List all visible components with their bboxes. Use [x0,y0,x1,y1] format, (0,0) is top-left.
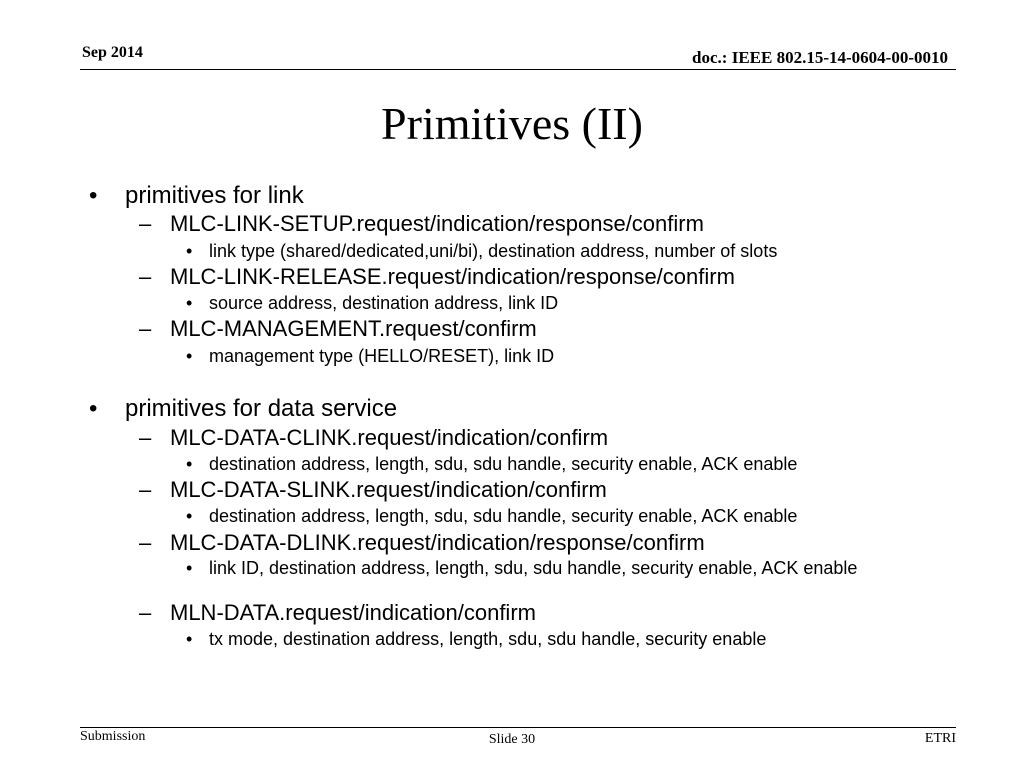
detail-text: management type (HELLO/RESET), link ID [209,346,555,366]
dash-icon: – [139,316,152,341]
detail-text: link ID, destination address, length, sdu, sdu handle, security enable, ACK enable [209,558,858,578]
sub-item-text: MLC-LINK-RELEASE.request/indication/response/confirm [170,264,735,289]
bullet-dot-icon: • [186,346,193,366]
detail-item [186,346,555,367]
sub-item [139,211,704,237]
bullet-dot-icon: • [186,293,193,313]
bullet-dot-icon: • [89,395,98,422]
dash-icon: – [139,600,152,625]
dash-icon: – [139,530,152,555]
sub-item-text: MLC-LINK-SETUP.request/indication/response/confirm [170,211,704,236]
bullet-primitives-for-data-service [89,395,398,423]
bullet-text: primitives for link [125,182,304,209]
header-date: Sep 2014 [82,44,143,61]
detail-text: destination address, length, sdu, sdu handle, security enable, ACK enable [209,506,798,526]
detail-item [186,293,559,314]
sub-item [139,425,609,451]
detail-item [186,558,969,578]
footer-rule [80,727,956,728]
sub-item [139,600,536,626]
detail-text: tx mode, destination address, length, sdu, sdu handle, security enable [209,629,767,649]
footer-organization: ETRI [924,731,956,746]
bullet-primitives-for-link [89,182,304,210]
sub-item [139,264,735,290]
sub-item-text: MLC-DATA-CLINK.request/indication/confirm [170,425,609,450]
dash-icon: – [139,211,152,236]
bullet-dot-icon: • [186,506,193,526]
sub-item-text: MLC-MANAGEMENT.request/confirm [170,316,537,341]
sub-item [139,477,607,503]
dash-icon: – [139,264,152,289]
detail-text: destination address, length, sdu, sdu handle, security enable, ACK enable [209,454,798,474]
dash-icon: – [139,477,152,502]
sub-item-text: MLN-DATA.request/indication/confirm [170,600,536,625]
bullet-dot-icon: • [186,629,193,649]
footer-slide-number: Slide 30 [488,732,536,747]
bullet-text: primitives for data service [125,395,398,422]
sub-item-text: MLC-DATA-SLINK.request/indication/confirm [170,477,607,502]
slide-title: Primitives (II) [381,98,643,149]
detail-text: source address, destination address, link ID [209,293,559,313]
bullet-dot-icon: • [186,558,193,578]
sub-item [139,530,705,556]
footer-submission: Submission [80,729,146,744]
header-doc-id: doc.: IEEE 802.15-14-0604-00-0010 [692,48,948,67]
detail-item [186,454,798,475]
dash-icon: – [139,425,152,450]
bullet-dot-icon: • [186,241,193,261]
detail-item [186,629,767,650]
bullet-dot-icon: • [186,454,193,474]
detail-text: link type (shared/dedicated,uni/bi), destination address, number of slots [209,241,778,261]
sub-item [139,316,537,342]
sub-item-text: MLC-DATA-DLINK.request/indication/response/confirm [170,530,705,555]
detail-item [186,506,798,527]
detail-item [186,241,778,262]
bullet-dot-icon: • [89,182,98,209]
